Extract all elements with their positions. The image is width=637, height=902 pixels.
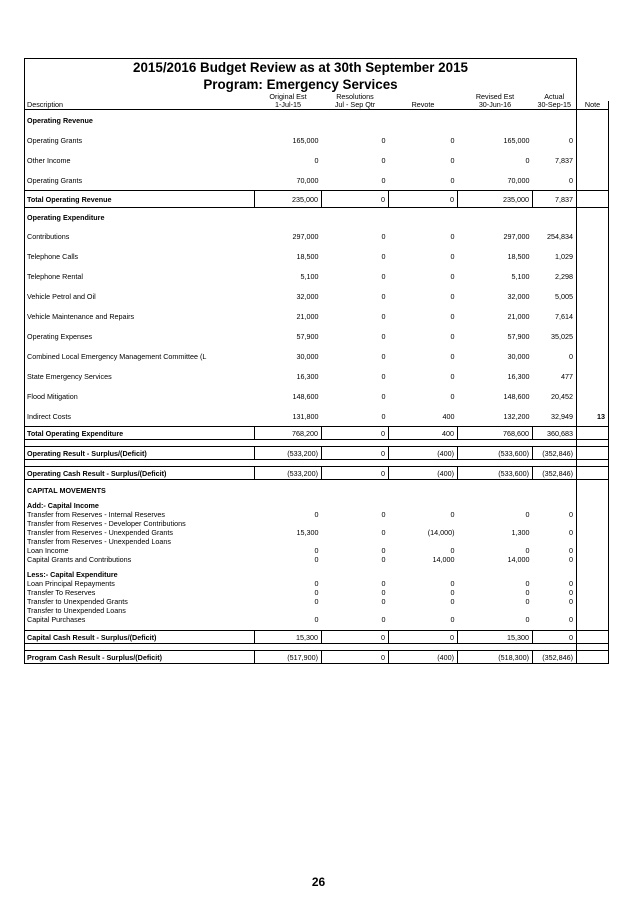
row-value-o: 0 xyxy=(314,555,319,564)
row-value-a: 0 xyxy=(533,346,577,366)
col-original-bottom: 1-Jul-15 xyxy=(255,101,322,110)
row-value-o: 70,000 xyxy=(296,175,319,185)
row-value-o: 21,000 xyxy=(296,311,319,321)
row-value-v xyxy=(389,537,458,546)
total-value-a: (352,846) xyxy=(533,467,577,480)
total-row xyxy=(25,467,609,480)
row-value-v: 0 xyxy=(450,251,455,261)
row-value-a: 5,005 xyxy=(533,286,577,306)
row-value-r: 0 xyxy=(381,597,386,606)
row-value-e: 1,300 xyxy=(511,528,530,537)
row-value-e: 165,000 xyxy=(503,135,530,145)
col-revote: Revote xyxy=(389,101,458,110)
row-value-a: 0 xyxy=(533,555,577,564)
total-value-a: (352,846) xyxy=(533,447,577,460)
total-value-v: 0 xyxy=(389,191,458,208)
row-value-v xyxy=(389,606,458,615)
row-description: Loan Principal Repayments xyxy=(25,579,255,588)
table-row xyxy=(25,519,609,528)
row-value-e xyxy=(458,537,533,546)
row-description: Operating Grants xyxy=(25,170,255,191)
row-value-v: 0 xyxy=(450,546,455,555)
row-description: Other Income xyxy=(25,150,255,170)
row-description: Transfer to Unexpended Grants xyxy=(25,597,255,606)
row-value-r: 0 xyxy=(381,271,386,281)
row-value-o: 148,600 xyxy=(292,391,319,401)
row-note xyxy=(577,386,609,406)
row-value-a: 7,837 xyxy=(533,150,577,170)
col-revised-bottom: 30-Jun-16 xyxy=(458,101,533,110)
row-value-a: 0 xyxy=(533,615,577,624)
capital-movements-heading: CAPITAL MOVEMENTS xyxy=(25,486,255,495)
row-note xyxy=(577,366,609,386)
col-actual-top: Actual xyxy=(533,93,577,101)
total-value-o: 15,300 xyxy=(255,631,322,644)
row-value-o: 57,900 xyxy=(296,331,319,341)
row-value-v: (14,000) xyxy=(427,528,455,537)
row-value-r: 0 xyxy=(381,135,386,145)
program-title: Program: Emergency Services xyxy=(25,77,577,93)
row-value-v: 0 xyxy=(450,351,455,361)
row-value-e: 0 xyxy=(525,579,530,588)
section-heading-row xyxy=(25,110,609,131)
row-value-a: 0 xyxy=(533,588,577,597)
row-value-a: 0 xyxy=(533,546,577,555)
total-description: Capital Cash Result - Surplus/(Deficit) xyxy=(25,631,255,644)
row-value-a: 0 xyxy=(533,130,577,150)
row-value-r: 0 xyxy=(381,588,386,597)
row-value-a: 0 xyxy=(533,579,577,588)
row-value-e: 148,600 xyxy=(503,391,530,401)
row-value-a: 2,298 xyxy=(533,266,577,286)
row-value-e: 57,900 xyxy=(507,331,530,341)
row-value-o: 0 xyxy=(314,510,319,519)
row-description: Loan Income xyxy=(25,546,255,555)
row-value-v: 0 xyxy=(450,271,455,281)
total-value-v: (400) xyxy=(389,447,458,460)
section-heading-row xyxy=(25,501,609,510)
total-value-o: 768,200 xyxy=(255,427,322,440)
row-note xyxy=(577,346,609,366)
row-value-a: 7,614 xyxy=(533,306,577,326)
row-value-r: 0 xyxy=(381,615,386,624)
table-row xyxy=(25,170,609,191)
table-row xyxy=(25,366,609,386)
capital-expenditure-heading: Less:- Capital Expenditure xyxy=(25,570,255,579)
row-value-r: 0 xyxy=(381,555,386,564)
total-value-a: 7,837 xyxy=(533,191,577,208)
row-note xyxy=(577,246,609,266)
row-description: Transfer To Reserves xyxy=(25,588,255,597)
row-value-a: 20,452 xyxy=(533,386,577,406)
row-note xyxy=(577,266,609,286)
row-value-a: 35,025 xyxy=(533,326,577,346)
table-row xyxy=(25,226,609,246)
row-description: Transfer from Reserves - Internal Reserves xyxy=(25,510,255,519)
row-value-r: 0 xyxy=(381,546,386,555)
table-row xyxy=(25,537,609,546)
row-value-a: 0 xyxy=(533,528,577,537)
total-description: Operating Result - Surplus/(Deficit) xyxy=(25,447,255,460)
row-description: Flood Mitigation xyxy=(25,386,255,406)
row-description: Operating Expenses xyxy=(25,326,255,346)
row-value-e: 132,200 xyxy=(503,411,530,421)
row-value-r: 0 xyxy=(381,391,386,401)
row-description: Transfer from Reserves - Unexpended Grants xyxy=(25,528,255,537)
total-value-v: (400) xyxy=(389,651,458,664)
table-row xyxy=(25,528,609,537)
row-value-r: 0 xyxy=(381,311,386,321)
total-value-e: 235,000 xyxy=(458,191,533,208)
row-value-r xyxy=(322,519,389,528)
row-value-o: 0 xyxy=(314,546,319,555)
row-value-o: 32,000 xyxy=(296,291,319,301)
row-value-r: 0 xyxy=(381,351,386,361)
row-note xyxy=(577,130,609,150)
row-value-r: 0 xyxy=(381,331,386,341)
total-value-v: 0 xyxy=(389,631,458,644)
section-heading-row xyxy=(25,570,609,579)
total-row xyxy=(25,427,609,440)
row-value-a: 0 xyxy=(533,510,577,519)
report-title: 2015/2016 Budget Review as at 30th September 2015 xyxy=(25,59,577,78)
col-resolutions-top: Resolutions xyxy=(336,93,374,101)
capital-income-heading: Add:- Capital Income xyxy=(25,501,255,510)
row-value-v: 0 xyxy=(450,615,455,624)
row-value-o: 131,800 xyxy=(292,411,319,421)
total-value-r: 0 xyxy=(322,447,389,460)
total-value-a: (352,846) xyxy=(533,651,577,664)
row-value-a: 254,834 xyxy=(533,226,577,246)
row-value-v xyxy=(389,519,458,528)
row-value-e: 14,000 xyxy=(507,555,530,564)
table-row xyxy=(25,579,609,588)
row-value-e: 70,000 xyxy=(507,175,530,185)
row-value-v: 0 xyxy=(450,579,455,588)
row-description: Transfer from Reserves - Developer Contributions xyxy=(25,519,255,528)
table-row xyxy=(25,130,609,150)
row-value-e: 16,300 xyxy=(507,371,530,381)
row-description: Capital Grants and Contributions xyxy=(25,555,255,564)
row-value-v: 0 xyxy=(450,597,455,606)
total-row xyxy=(25,651,609,664)
row-value-a: 32,949 xyxy=(533,406,577,427)
col-description: Description xyxy=(25,101,255,110)
total-value-e: (533,600) xyxy=(458,467,533,480)
row-description: State Emergency Services xyxy=(25,366,255,386)
row-value-a xyxy=(533,606,577,615)
row-value-r xyxy=(322,606,389,615)
row-description: Indirect Costs xyxy=(25,406,255,427)
row-value-v: 0 xyxy=(450,311,455,321)
table-row xyxy=(25,326,609,346)
table-row xyxy=(25,306,609,326)
row-value-v: 0 xyxy=(450,391,455,401)
row-value-o: 15,300 xyxy=(296,528,319,537)
row-value-e: 0 xyxy=(525,615,530,624)
row-value-e: 32,000 xyxy=(507,291,530,301)
total-description: Total Operating Expenditure xyxy=(25,427,255,440)
row-value-o xyxy=(255,537,322,546)
total-value-o: (517,900) xyxy=(255,651,322,664)
total-value-r: 0 xyxy=(322,191,389,208)
row-value-r: 0 xyxy=(381,155,386,165)
page-number: 26 xyxy=(311,875,326,889)
row-value-a: 477 xyxy=(533,366,577,386)
row-value-v: 14,000 xyxy=(432,555,455,564)
row-value-e xyxy=(458,519,533,528)
row-value-o: 0 xyxy=(314,588,319,597)
table-row xyxy=(25,615,609,624)
row-value-r: 0 xyxy=(381,175,386,185)
total-value-r: 0 xyxy=(322,427,389,440)
row-value-a xyxy=(533,519,577,528)
row-value-r: 0 xyxy=(381,510,386,519)
row-value-o: 30,000 xyxy=(296,351,319,361)
row-value-o: 165,000 xyxy=(292,135,319,145)
row-value-e: 0 xyxy=(525,510,530,519)
row-value-v: 0 xyxy=(450,135,455,145)
total-value-a: 360,683 xyxy=(533,427,577,440)
row-value-o xyxy=(255,519,322,528)
table-row xyxy=(25,597,609,606)
total-value-o: (533,200) xyxy=(255,447,322,460)
row-note xyxy=(577,170,609,191)
table-row xyxy=(25,386,609,406)
row-value-e: 0 xyxy=(525,155,530,165)
table-row xyxy=(25,246,609,266)
row-value-v: 400 xyxy=(442,411,455,421)
section-heading-row xyxy=(25,208,609,227)
row-value-v: 0 xyxy=(450,155,455,165)
row-value-a: 0 xyxy=(533,170,577,191)
operating-revenue-heading: Operating Revenue xyxy=(25,110,255,131)
row-value-o: 0 xyxy=(314,597,319,606)
table-row xyxy=(25,150,609,170)
row-description: Contributions xyxy=(25,226,255,246)
row-note xyxy=(577,226,609,246)
row-description: Transfer from Reserves - Unexpended Loans xyxy=(25,537,255,546)
budget-sheet xyxy=(24,58,608,664)
total-value-r: 0 xyxy=(322,651,389,664)
row-value-e: 30,000 xyxy=(507,351,530,361)
row-value-r: 0 xyxy=(381,291,386,301)
row-note xyxy=(577,286,609,306)
row-value-r: 0 xyxy=(381,411,386,421)
row-note xyxy=(577,326,609,346)
row-description: Combined Local Emergency Management Committee (L xyxy=(25,346,255,366)
table-row xyxy=(25,546,609,555)
row-description: Transfer to Unexpended Loans xyxy=(25,606,255,615)
row-value-v: 0 xyxy=(450,371,455,381)
row-description: Telephone Rental xyxy=(25,266,255,286)
row-note xyxy=(577,306,609,326)
row-value-e: 18,500 xyxy=(507,251,530,261)
row-value-e: 0 xyxy=(525,546,530,555)
row-value-o: 16,300 xyxy=(296,371,319,381)
row-value-o: 0 xyxy=(314,579,319,588)
total-value-o: (533,200) xyxy=(255,467,322,480)
row-value-r xyxy=(322,537,389,546)
row-value-o: 0 xyxy=(314,615,319,624)
table-row xyxy=(25,606,609,615)
row-description: Telephone Calls xyxy=(25,246,255,266)
table-row xyxy=(25,266,609,286)
col-note: Note xyxy=(577,101,609,110)
total-description: Program Cash Result - Surplus/(Deficit) xyxy=(25,651,255,664)
budget-table xyxy=(24,58,609,664)
row-value-v: 0 xyxy=(450,510,455,519)
total-value-o: 235,000 xyxy=(255,191,322,208)
row-value-a: 1,029 xyxy=(533,246,577,266)
row-value-e: 297,000 xyxy=(503,231,530,241)
table-row xyxy=(25,588,609,597)
row-description: Operating Grants xyxy=(25,130,255,150)
row-value-v: 0 xyxy=(450,175,455,185)
col-original-top: Original Est xyxy=(269,93,307,101)
total-value-v: (400) xyxy=(389,467,458,480)
row-value-r: 0 xyxy=(381,579,386,588)
section-heading-row xyxy=(25,486,609,495)
row-value-e: 5,100 xyxy=(511,271,530,281)
row-value-a xyxy=(533,537,577,546)
total-value-r: 0 xyxy=(322,467,389,480)
row-value-v: 0 xyxy=(450,588,455,597)
total-value-r: 0 xyxy=(322,631,389,644)
table-row xyxy=(25,555,609,564)
row-value-o: 18,500 xyxy=(296,251,319,261)
row-value-o: 297,000 xyxy=(292,231,319,241)
total-description: Total Operating Revenue xyxy=(25,191,255,208)
total-description: Operating Cash Result - Surplus/(Deficit) xyxy=(25,467,255,480)
total-value-e: 15,300 xyxy=(458,631,533,644)
row-note: 13 xyxy=(577,406,609,427)
total-value-e: (533,600) xyxy=(458,447,533,460)
total-value-e: (518,300) xyxy=(458,651,533,664)
table-row xyxy=(25,346,609,366)
row-description: Vehicle Petrol and Oil xyxy=(25,286,255,306)
row-value-v: 0 xyxy=(450,331,455,341)
row-value-e: 21,000 xyxy=(507,311,530,321)
operating-expenditure-heading: Operating Expenditure xyxy=(25,208,255,227)
row-value-e xyxy=(458,606,533,615)
total-row xyxy=(25,447,609,460)
row-note xyxy=(577,150,609,170)
row-value-e: 0 xyxy=(525,588,530,597)
total-value-a: 0 xyxy=(533,631,577,644)
col-resolutions-bottom: Jul - Sep Qtr xyxy=(322,101,389,110)
row-value-r: 0 xyxy=(381,231,386,241)
total-value-e: 768,600 xyxy=(458,427,533,440)
col-revised-top: Revised Est xyxy=(475,93,515,101)
row-value-o xyxy=(255,606,322,615)
table-row xyxy=(25,510,609,519)
row-description: Capital Purchases xyxy=(25,615,255,624)
total-row xyxy=(25,631,609,644)
row-value-v: 0 xyxy=(450,231,455,241)
total-value-v: 400 xyxy=(389,427,458,440)
row-value-o: 0 xyxy=(314,155,319,165)
total-row xyxy=(25,191,609,208)
row-value-v: 0 xyxy=(450,291,455,301)
table-row xyxy=(25,286,609,306)
row-value-r: 0 xyxy=(381,528,386,537)
table-row xyxy=(25,406,609,427)
col-actual-bottom: 30-Sep-15 xyxy=(533,101,577,110)
row-value-e: 0 xyxy=(525,597,530,606)
row-value-o: 5,100 xyxy=(300,271,319,281)
row-description: Vehicle Maintenance and Repairs xyxy=(25,306,255,326)
row-value-r: 0 xyxy=(381,251,386,261)
row-value-r: 0 xyxy=(381,371,386,381)
row-value-a: 0 xyxy=(533,597,577,606)
